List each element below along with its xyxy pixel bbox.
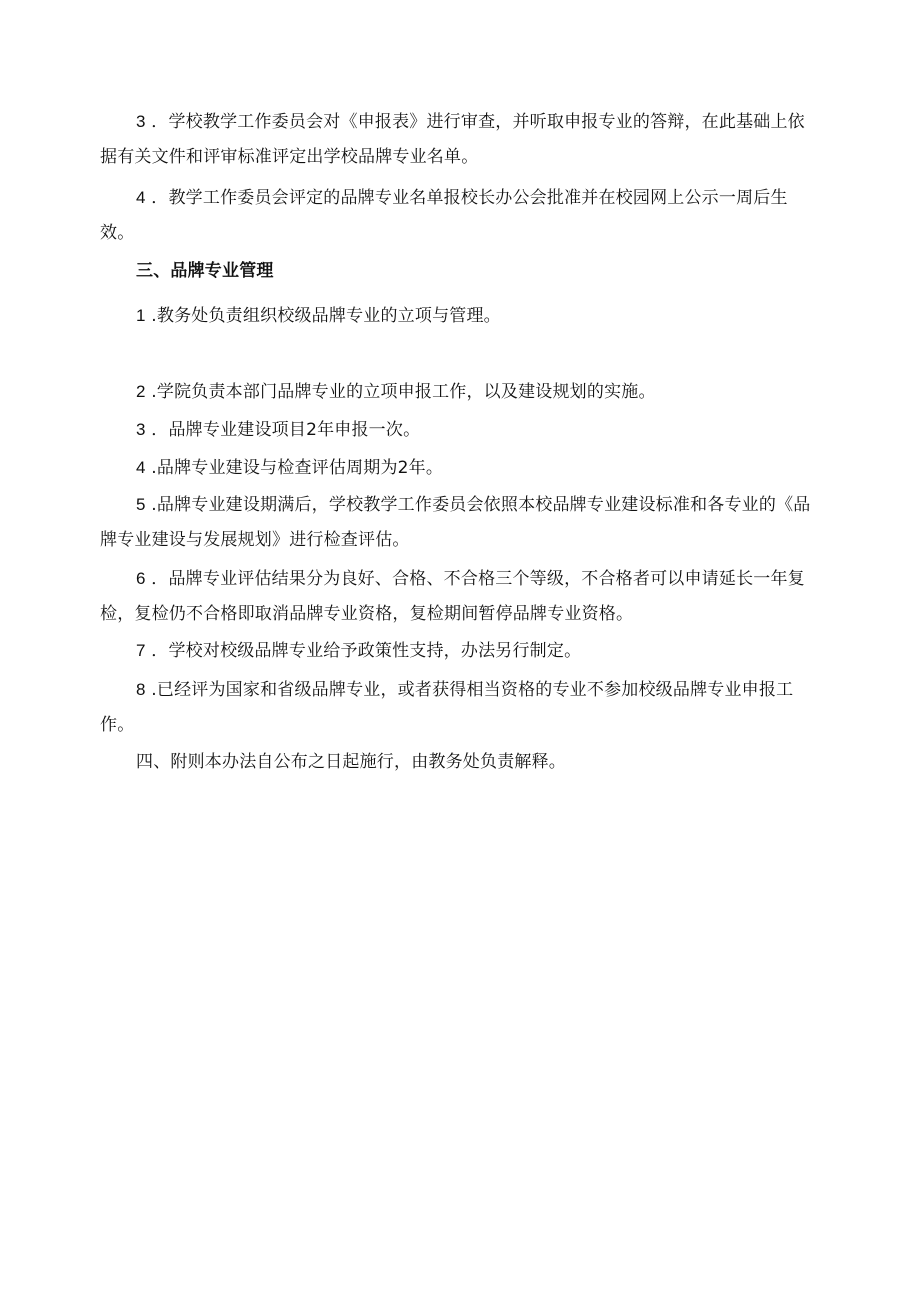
paragraph-7-support xyxy=(100,633,822,669)
section-supplementary xyxy=(100,745,822,780)
paragraph-text: ．教学工作委员会评定的品牌专业名单报校长办公会批准并在校园网上公示一周后生效。 xyxy=(100,188,788,243)
paragraph-2-department xyxy=(100,374,822,410)
item-number: 7 xyxy=(136,641,146,660)
paragraph-3-review xyxy=(100,104,822,175)
paragraph-text: ．学校教学工作委员会对《申报表》进行审查，并听取申报专业的答辩，在此基础上依据有关文件和评审标准评定出学校品牌专业名单。 xyxy=(100,112,805,167)
item-number: 5 xyxy=(136,495,146,514)
paragraph-text: .品牌专业建设与检查评估周期为2年。 xyxy=(151,458,444,478)
paragraph-text: 四、附则本办法自公布之日起施行，由教务处负责解释。 xyxy=(136,752,566,772)
item-number: 3 xyxy=(136,420,146,439)
heading-text: 三、品牌专业管理 xyxy=(136,261,274,281)
item-number: 2 xyxy=(136,382,146,401)
paragraph-text: .学院负责本部门品牌专业的立项申报工作，以及建设规划的实施。 xyxy=(151,382,656,402)
paragraph-4-period xyxy=(100,450,822,486)
item-number: 1 xyxy=(136,306,146,325)
paragraph-5-evaluation xyxy=(100,487,822,558)
item-number: 4 xyxy=(136,458,146,477)
item-number: 4 xyxy=(136,188,146,207)
paragraph-1-organize xyxy=(100,298,822,334)
paragraph-6-result xyxy=(100,561,822,632)
paragraph-text: ．学校对校级品牌专业给予政策性支持，办法另行制定。 xyxy=(151,641,582,661)
section-heading-management xyxy=(100,254,822,289)
paragraph-3-cycle xyxy=(100,412,822,448)
item-number: 3 xyxy=(136,112,146,131)
paragraph-text: .已经评为国家和省级品牌专业，或者获得相当资格的专业不参加校级品牌专业申报工作。 xyxy=(100,680,794,735)
paragraph-8-exclusion xyxy=(100,672,822,743)
paragraph-4-approval xyxy=(100,180,822,251)
item-number: 6 xyxy=(136,569,146,588)
paragraph-text: .品牌专业建设期满后，学校教学工作委员会依照本校品牌专业建设标准和各专业的《品牌专业建设与发展规划》进行检查评估。 xyxy=(100,495,811,550)
paragraph-text: .教务处负责组织校级品牌专业的立项与管理。 xyxy=(151,306,501,326)
item-number: 8 xyxy=(136,680,146,699)
paragraph-text: ．品牌专业评估结果分为良好、合格、不合格三个等级，不合格者可以申请延长一年复检，复检仍不合格即取消品牌专业资格，复检期间暂停品牌专业资格。 xyxy=(100,569,805,624)
paragraph-text: ．品牌专业建设项目2年申报一次。 xyxy=(151,420,421,440)
